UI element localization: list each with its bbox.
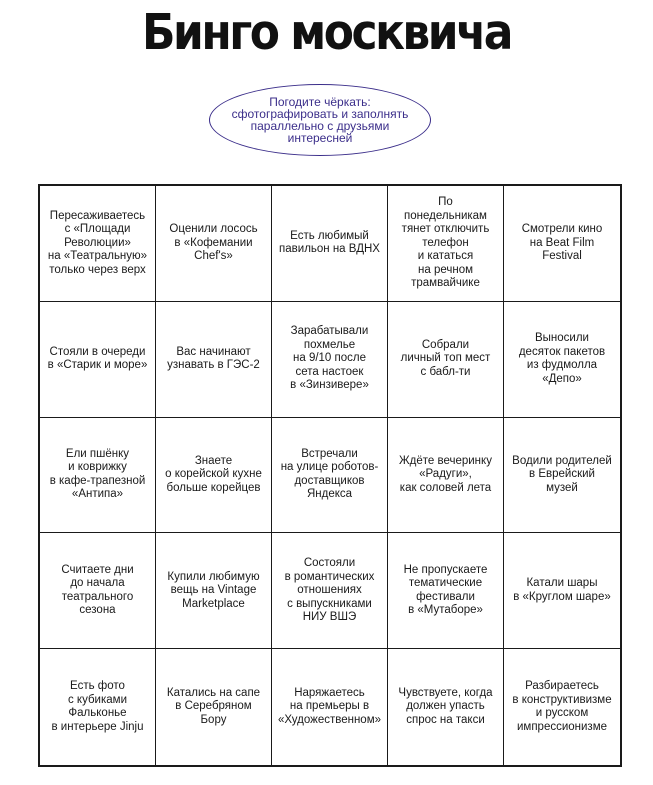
bingo-cell[interactable]: Ждёте вечеринку «Радуги», как соловей лета (388, 418, 504, 534)
bingo-cell[interactable]: Встречали на улице роботов- доставщиков Яндекса (272, 418, 388, 534)
instruction-text: Погодите чёркать: сфотографировать и заполнять параллельно с друзьями интересней (231, 95, 409, 145)
bingo-cell[interactable]: По понедельникам тянет отключить телефон и кататься на речном трамвайчике (388, 186, 504, 302)
bingo-cell[interactable]: Не пропускаете тематические фестивали в «Мутаборе» (388, 533, 504, 649)
bingo-cell[interactable]: Вас начинают узнавать в ГЭС-2 (156, 302, 272, 418)
bingo-cell[interactable]: Купили любимую вещь на Vintage Marketplace (156, 533, 272, 649)
bingo-cell[interactable]: Катали шары в «Круглом шаре» (504, 533, 620, 649)
bingo-cell[interactable]: Выносили десяток пакетов из фудмолла «Депо» (504, 302, 620, 418)
bingo-cell[interactable]: Состояли в романтических отношениях с выпускниками НИУ ВШЭ (272, 533, 388, 649)
bingo-cell[interactable]: Катались на сапе в Серебряном Бору (156, 649, 272, 765)
bingo-cell[interactable]: Пересаживаетесь с «Площади Революции» на «Театральную» только через верх (40, 186, 156, 302)
bingo-cell[interactable]: Собрали личный топ мест с бабл-ти (388, 302, 504, 418)
bingo-cell[interactable]: Знаете о корейской кухне больше корейцев (156, 418, 272, 534)
bingo-cell[interactable]: Зарабатывали похмелье на 9/10 после сета настоек в «Зинзивере» (272, 302, 388, 418)
page-title: Бинго москвича (141, 4, 511, 62)
bingo-cell[interactable]: Наряжаетесь на премьеры в «Художественном» (272, 649, 388, 765)
bingo-cell[interactable]: Есть любимый павильон на ВДНХ (272, 186, 388, 302)
instruction-oval (209, 84, 431, 156)
bingo-cell[interactable]: Разбираетесь в конструктивизме и русском импрессионизме (512, 680, 612, 733)
bingo-grid (38, 184, 622, 767)
bingo-cell[interactable]: Водили родителей в Еврейский музей (504, 418, 620, 534)
bingo-cell[interactable]: Стояли в очереди в «Старик и море» (40, 302, 156, 418)
bingo-cell[interactable]: Смотрели кино на Beat Film Festival (504, 186, 620, 302)
bingo-cell[interactable]: Есть фото с кубиками Фальконье в интерьере Jinju (40, 649, 156, 765)
bingo-cell[interactable]: Считаете дни до начала театрального сезона (40, 533, 156, 649)
bingo-cell[interactable]: Ели пшёнку и коврижку в кафе-трапезной «Антипа» (40, 418, 156, 534)
bingo-cell[interactable]: Чувствуете, когда должен упасть спрос на такси (388, 649, 504, 765)
bingo-cell[interactable]: Оценили лосось в «Кофемании Chef's» (156, 186, 272, 302)
